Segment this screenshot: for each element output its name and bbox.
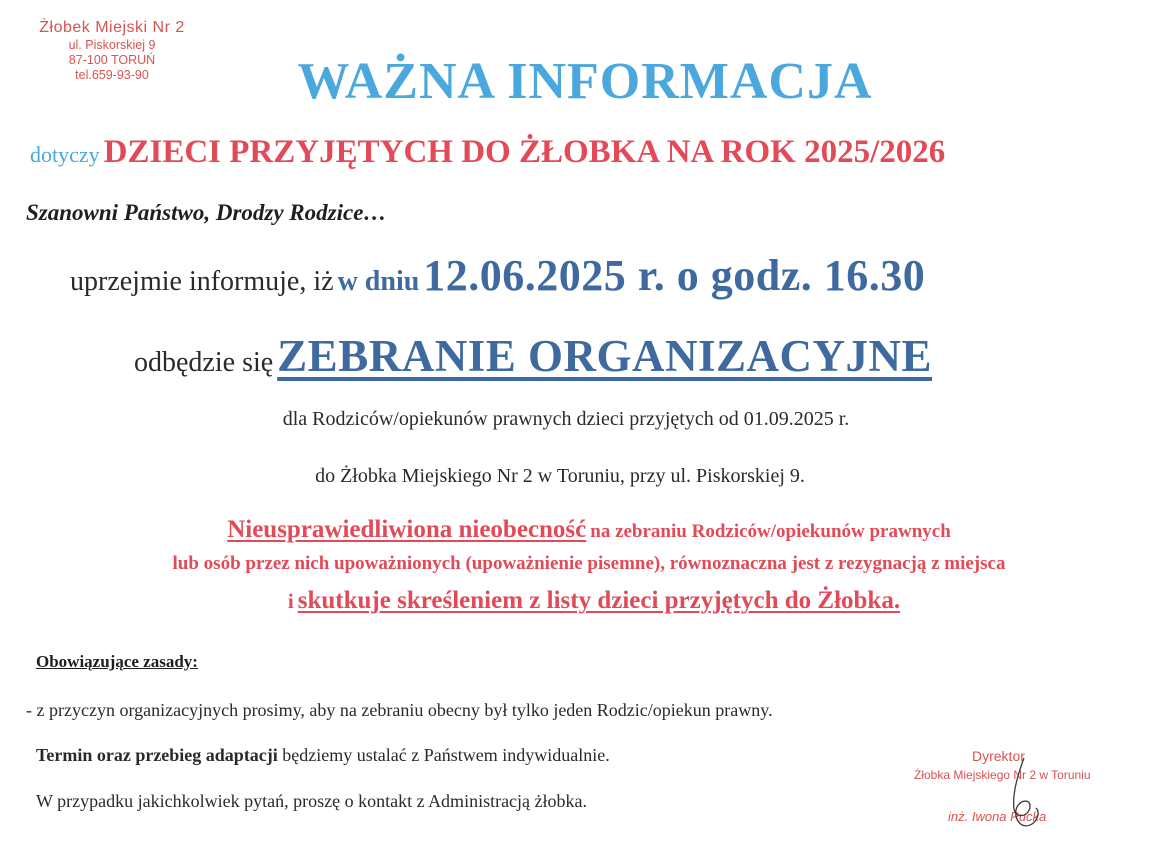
meeting-name: ZEBRANIE ORGANIZACYJNE (277, 331, 933, 381)
rules-heading: Obowiązujące zasady: (36, 652, 198, 671)
rule-item-adaptation (36, 745, 610, 766)
stamp-name: Żłobek Miejski Nr 2 (39, 19, 185, 36)
signature-institution: Żłobka Miejskiego Nr 2 w Toruniu (914, 768, 1091, 782)
rule-item-contact: W przypadku jakichkolwiek pytań, proszę o kontakt z Administracją żłobka. (36, 791, 588, 811)
signature-role: Dyrektor (972, 748, 1025, 764)
stamp-city: 87-100 TORUŃ (68, 52, 156, 67)
salutation: Szanowni Państwo, Drodzy Rodzice… (26, 200, 387, 225)
meeting-text: odbędzie się (134, 347, 274, 378)
warning-line-3 (0, 587, 1170, 615)
rule-item-one-parent: - z przyczyn organizacyjnych prosimy, aby na zebraniu obecny był tylko jeden Rodzic/opiekun prawny. (26, 700, 773, 720)
warning-line-1-rest: na zebraniu Rodziców/opiekunów prawnych (590, 521, 951, 542)
subtitle (30, 134, 945, 171)
warning-line-2: lub osób przez nich upoważnionych (upoważnienie pisemne), równoznaczna jest z rezygnacją z miejsca (172, 553, 1006, 574)
meeting-date-line (70, 250, 925, 301)
page-title: WAŻNA INFORMACJA (297, 53, 873, 110)
paragraph-location: do Żłobka Miejskiego Nr 2 w Toruniu, przy ul. Piskorskiej 9. (315, 465, 805, 487)
adaptation-bold: Termin oraz przebieg adaptacji (36, 745, 278, 765)
handwritten-signature-icon (996, 754, 1056, 834)
absence-warning: Nieusprawiedliwiona nieobecność (227, 516, 587, 543)
inform-text: uprzejmie informuje, iż (70, 266, 334, 297)
warning-line-3-lead: i (287, 589, 294, 613)
subtitle-lead: dotyczy (30, 142, 100, 167)
signature-name: inż. Iwona Pucka (948, 809, 1047, 824)
stamp-street: ul. Piskorskiej 9 (68, 37, 156, 52)
consequence-warning: skutkuje skreśleniem z listy dzieci przyjętych do Żłobka. (297, 587, 901, 614)
stamp-phone: tel.659-93-90 (75, 68, 149, 83)
warning-line-1 (0, 516, 1170, 544)
day-label: w dniu (337, 266, 420, 297)
paragraph-audience: dla Rodziców/opiekunów prawnych dzieci przyjętych od 01.09.2025 r. (282, 408, 850, 430)
meeting-date-time: 12.06.2025 r. o godz. 16.30 (423, 251, 926, 300)
meeting-line (134, 330, 932, 382)
adaptation-rest: będziemy ustalać z Państwem indywidualnie. (277, 745, 610, 765)
subtitle-main: DZIECI PRZYJĘTYCH DO ŻŁOBKA NA ROK 2025/2026 (103, 134, 946, 170)
